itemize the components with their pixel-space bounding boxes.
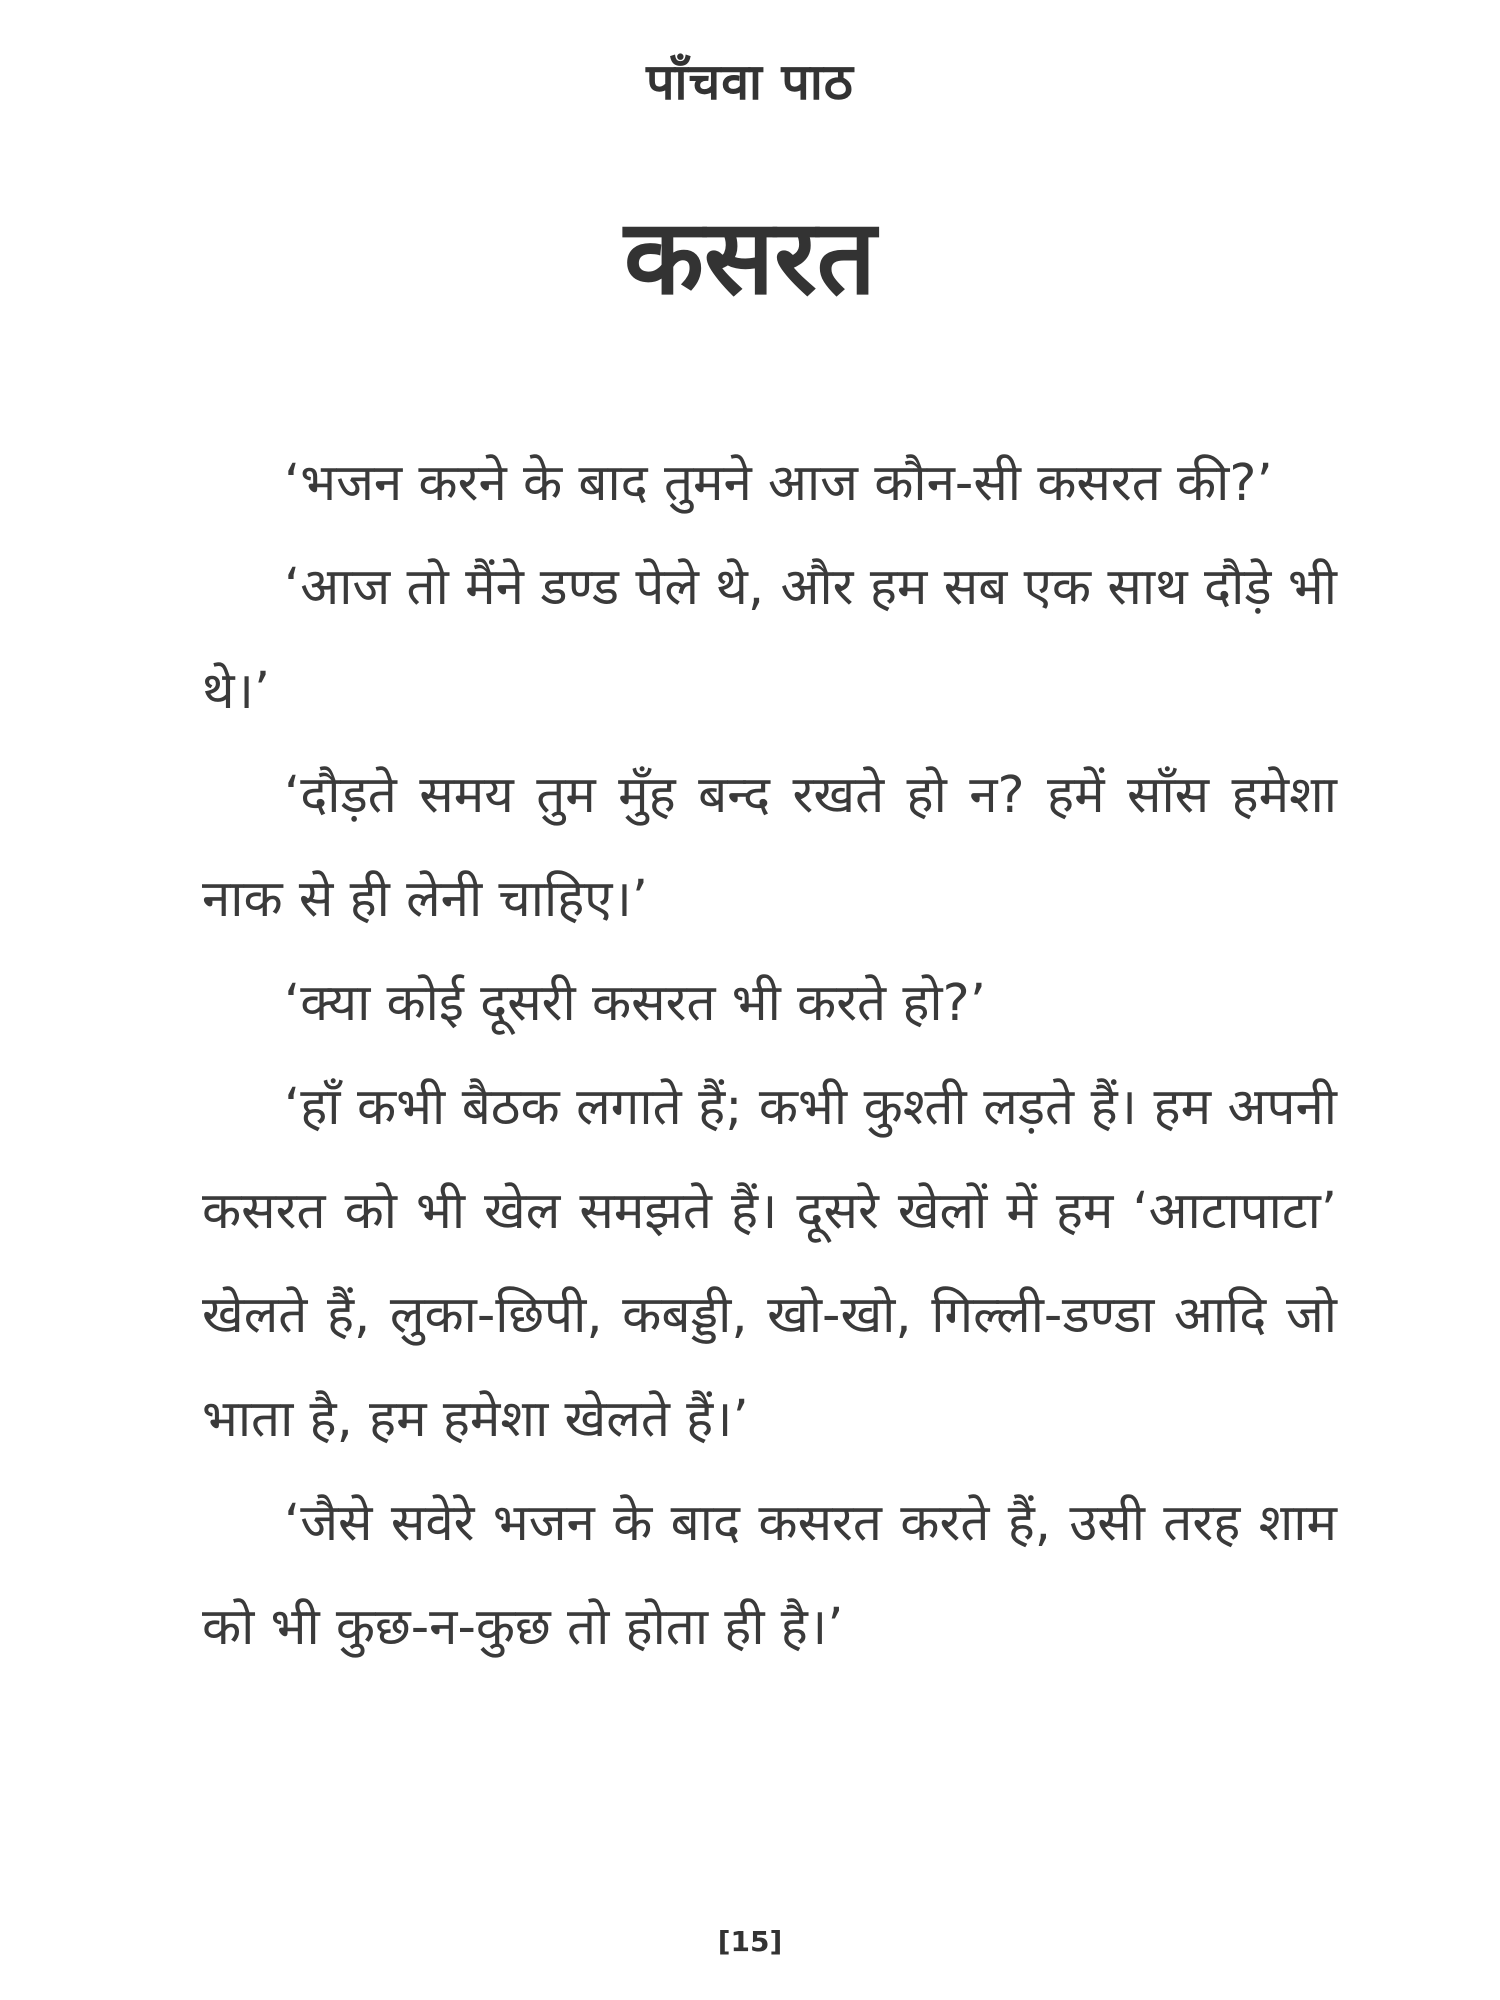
paragraph: ‘भजन करने के बाद तुमने आज कौन-सी कसरत की?’ xyxy=(284,454,1273,513)
lesson-body xyxy=(202,432,1337,1680)
lesson-label: पाँचवा पाठ xyxy=(646,53,854,111)
paragraph: ‘दौड़ते समय तुम मुँह बन्द रखते हो न? हमें साँस हमेशा नाक से ही लेनी चाहिए।’ xyxy=(202,766,1337,929)
paragraph: ‘आज तो मैंने डण्ड पेले थे, और हम सब एक साथ दौड़े भी थे।’ xyxy=(202,558,1337,721)
lesson-title: कसरत xyxy=(624,196,876,318)
page-number: [15] xyxy=(717,1925,783,1958)
paragraph: ‘हाँ कभी बैठक लगाते हैं; कभी कुश्ती लड़ते हैं। हम अपनी कसरत को भी खेल समझते हैं। दूसरे खेलों में हम ‘आटापाटा’ खेलते हैं, लुका-छिपी, कबड्डी, खो-खो, गिल्ली-डण्डा आदि जो भाता है, हम हमेशा खेलते हैं।’ xyxy=(202,1078,1337,1449)
paragraph: ‘जैसे सवेरे भजन के बाद कसरत करते हैं, उसी तरह शाम को भी कुछ-न-कुछ तो होता ही है।’ xyxy=(202,1494,1337,1657)
paragraph: ‘क्या कोई दूसरी कसरत भी करते हो?’ xyxy=(284,974,986,1033)
